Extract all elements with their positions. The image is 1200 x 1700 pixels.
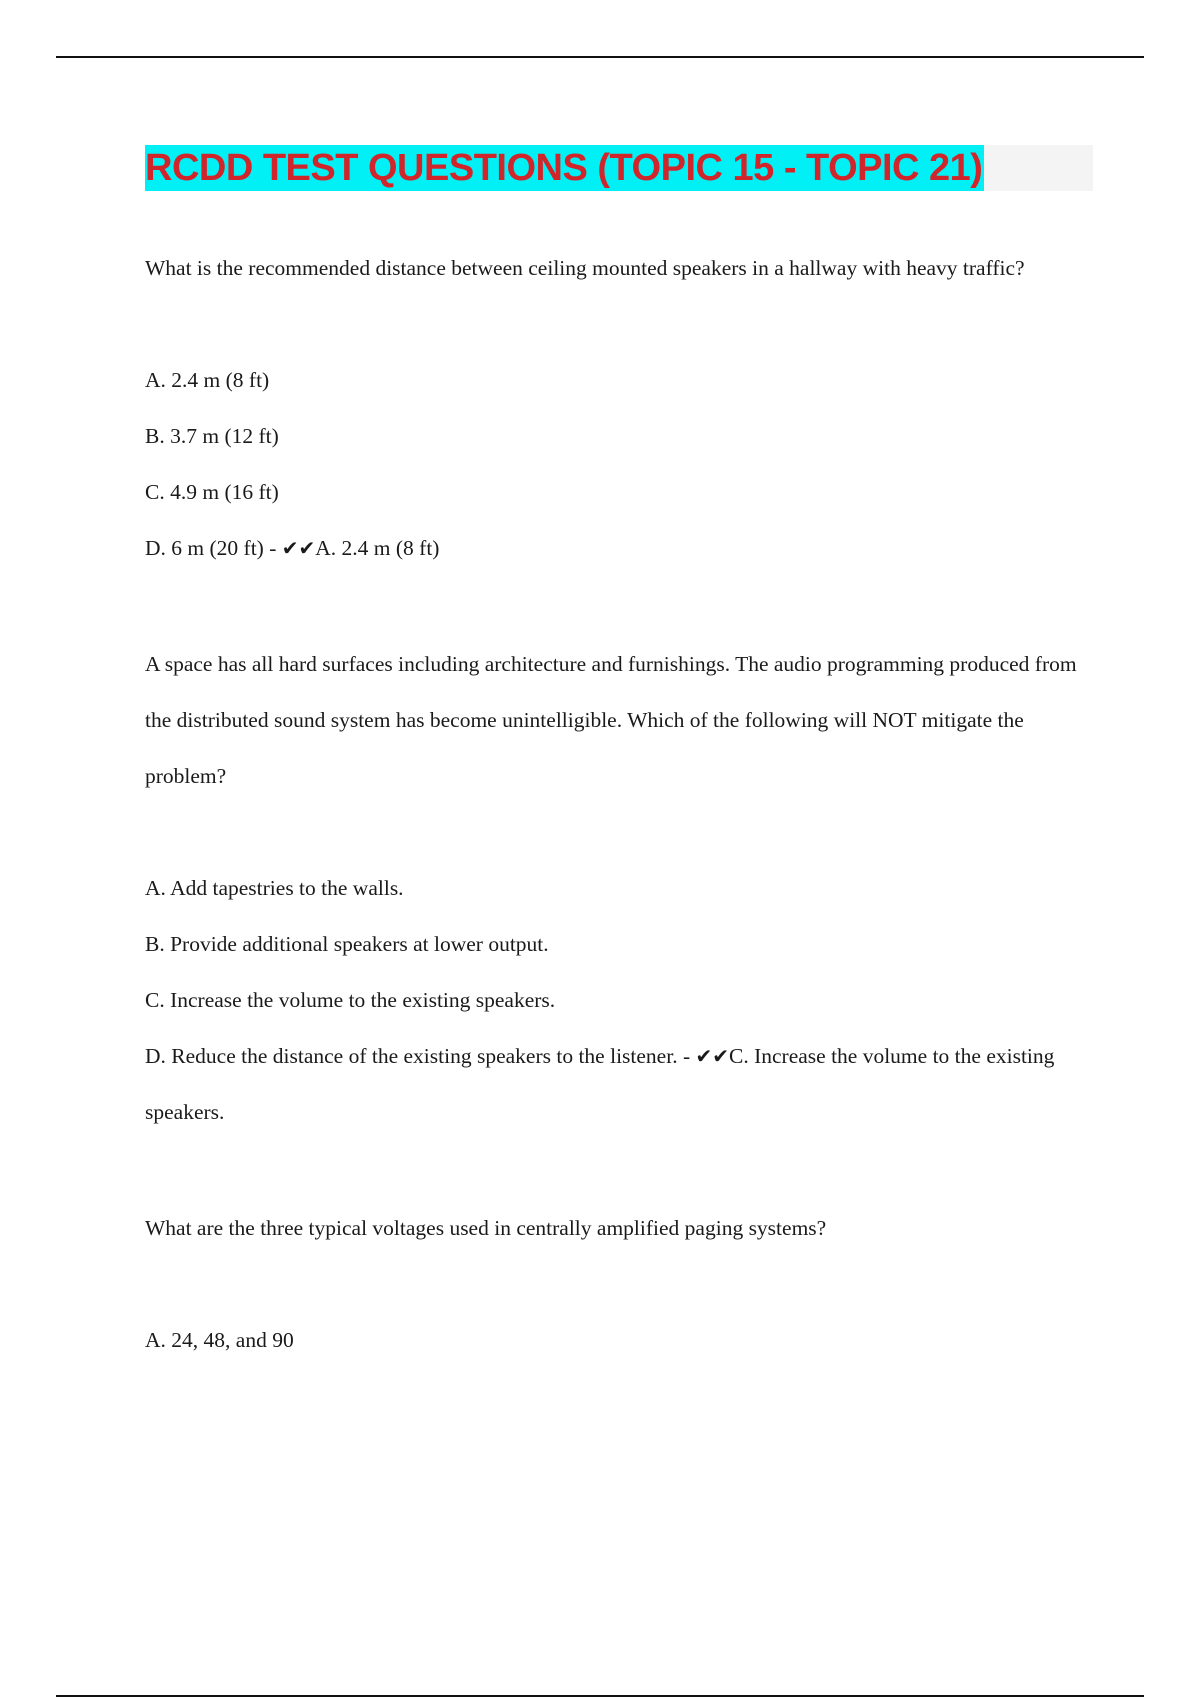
option-a: A. 2.4 m (8 ft) <box>145 368 270 392</box>
top-rule <box>56 56 1144 58</box>
option-a: A. 24, 48, and 90 <box>145 1328 294 1352</box>
document-body <box>145 240 1095 1368</box>
bottom-rule <box>56 1695 1144 1697</box>
question-text: A space has all hard surfaces including architecture and furnishings. The audio programming produced from the distributed sound system has become unintelligible. Which of the following will NOT mitigate the problem? <box>145 652 1077 788</box>
page-title: RCDD TEST QUESTIONS (TOPIC 15 - TOPIC 21) <box>145 147 983 189</box>
title-band <box>145 145 1093 191</box>
option-b: B. Provide additional speakers at lower output. <box>145 932 549 956</box>
option-d-with-answer <box>145 520 1095 576</box>
check-mark-icon: ✔✔ <box>695 1044 729 1068</box>
option-d: D. 6 m (20 ft) - <box>145 536 282 560</box>
option-d: D. Reduce the distance of the existing speakers to the listener. - <box>145 1044 696 1068</box>
question-block <box>145 636 1095 1140</box>
option-c: C. Increase the volume to the existing speakers. <box>145 988 556 1012</box>
option-b: B. 3.7 m (12 ft) <box>145 424 279 448</box>
question-text: What are the three typical voltages used in centrally amplified paging systems? <box>145 1216 827 1240</box>
check-mark-icon: ✔✔ <box>281 536 316 560</box>
option-a: A. Add tapestries to the walls. <box>145 876 404 900</box>
answer-text: C. Increase the volume to the existing speakers. <box>145 1044 1055 1124</box>
question-text: What is the recommended distance between ceiling mounted speakers in a hallway with heavy traffic? <box>145 256 1025 280</box>
answer-text: A. 2.4 m (8 ft) <box>315 536 440 560</box>
option-d-with-answer <box>145 1028 1095 1140</box>
question-block <box>145 1200 1095 1368</box>
question-block <box>145 240 1095 576</box>
option-c: C. 4.9 m (16 ft) <box>145 480 279 504</box>
